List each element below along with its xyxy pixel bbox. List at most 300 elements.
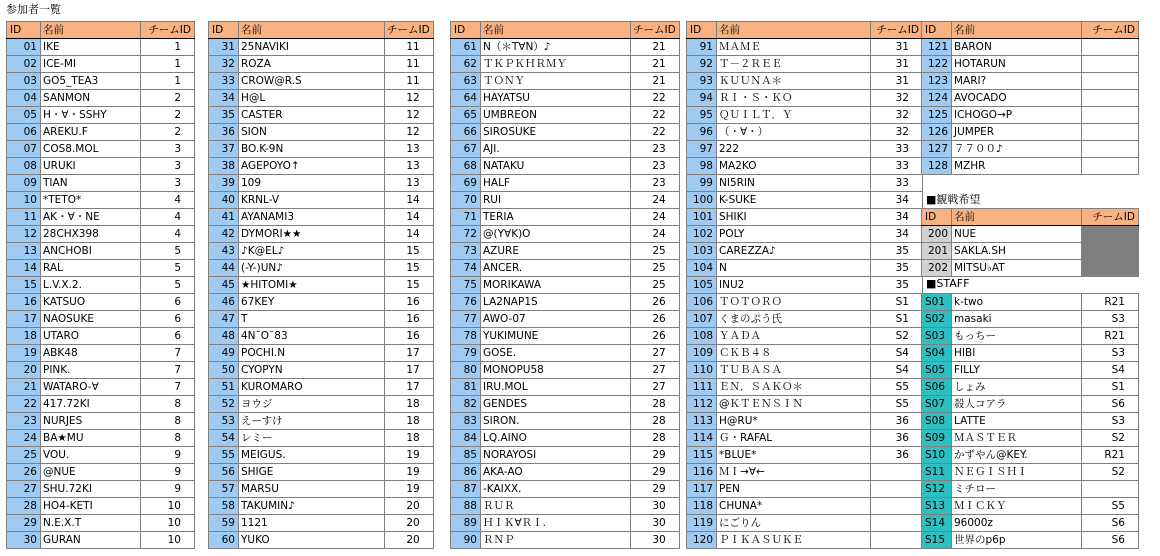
page-title: 参加者一覧 <box>6 3 61 16</box>
cell-id: 118 <box>687 498 717 515</box>
cell-team-id: 19 <box>385 464 434 481</box>
table-row <box>922 243 1139 260</box>
cell-id: 200 <box>922 226 952 243</box>
table-row <box>451 107 680 124</box>
table-row <box>7 175 195 192</box>
cell-name: HIBI <box>952 345 1082 362</box>
cell-team-id: 16 <box>385 311 434 328</box>
cell-team-id: 29 <box>631 447 680 464</box>
cell-id: 202 <box>922 260 952 277</box>
cell-name: N <box>717 260 871 277</box>
table-row <box>922 124 1139 141</box>
table-row <box>209 328 434 345</box>
cell-name: RAL <box>41 260 141 277</box>
cell-team-id: 14 <box>385 226 434 243</box>
cell-id: 102 <box>687 226 717 243</box>
cell-team-id: 2 <box>141 124 195 141</box>
cell-id: 100 <box>687 192 717 209</box>
cell-name: Ｇ・RAFAL <box>717 430 871 447</box>
cell-id: 98 <box>687 158 717 175</box>
cell-name: GOSE. <box>481 345 631 362</box>
cell-id: 97 <box>687 141 717 158</box>
cell-name: ANCER. <box>481 260 631 277</box>
cell-team-id: 20 <box>385 498 434 515</box>
table-row <box>451 243 680 260</box>
cell-id: 55 <box>209 447 239 464</box>
cell-id: 47 <box>209 311 239 328</box>
table-row <box>687 226 923 243</box>
cell-name: URUKI <box>41 158 141 175</box>
cell-id: 201 <box>922 243 952 260</box>
table-row <box>7 515 195 532</box>
table-row <box>7 209 195 226</box>
table-header-row <box>451 22 680 39</box>
cell-name: @NUE <box>41 464 141 481</box>
cell-team-id: 21 <box>631 39 680 56</box>
cell-name: ICHOGO→P <box>952 107 1082 124</box>
cell-name: にごりん <box>717 515 871 532</box>
cell-name: MARI? <box>952 73 1082 90</box>
cell-team-id: 15 <box>385 277 434 294</box>
spectators-title: ■観戦希望 <box>926 193 981 206</box>
cell-id: 38 <box>209 158 239 175</box>
cell-team-id: S1 <box>871 311 923 328</box>
cell-id: 43 <box>209 243 239 260</box>
cell-id: 33 <box>209 73 239 90</box>
cell-team-id <box>871 498 923 515</box>
cell-name: 殺人コアラ <box>952 396 1082 413</box>
cell-name: HALF <box>481 175 631 192</box>
cell-name: SION <box>239 124 385 141</box>
table-row <box>687 39 923 56</box>
cell-name: ＰＩＫＡＳＵＫＥ <box>717 532 871 549</box>
table-row <box>209 311 434 328</box>
cell-team-id: 29 <box>631 464 680 481</box>
table-row <box>922 56 1139 73</box>
cell-id: 119 <box>687 515 717 532</box>
cell-name: もっちー <box>952 328 1082 345</box>
cell-name: UMBREON <box>481 107 631 124</box>
cell-team-id: 25 <box>631 243 680 260</box>
table-header-row <box>7 22 195 39</box>
header-id: ID <box>922 209 952 226</box>
table-row <box>209 73 434 90</box>
cell-id: 91 <box>687 39 717 56</box>
cell-team-id: 5 <box>141 260 195 277</box>
cell-id: 41 <box>209 209 239 226</box>
cell-team-id: S2 <box>1082 464 1139 481</box>
table-row <box>7 277 195 294</box>
cell-id: 116 <box>687 464 717 481</box>
cell-team-id: 10 <box>141 498 195 515</box>
cell-name: ♪K@EL♪ <box>239 243 385 260</box>
cell-id: 11 <box>7 209 41 226</box>
table-header-row <box>922 209 1139 226</box>
cell-team-id: 4 <box>141 192 195 209</box>
cell-team-id <box>1082 39 1139 56</box>
table-row <box>451 515 680 532</box>
cell-team-id: 11 <box>385 39 434 56</box>
cell-name: k-two <box>952 294 1082 311</box>
table-row <box>451 175 680 192</box>
table-row <box>7 362 195 379</box>
table-row <box>451 226 680 243</box>
table-row <box>7 345 195 362</box>
cell-team-id: R21 <box>1082 294 1139 311</box>
cell-team-id: 30 <box>631 532 680 549</box>
cell-team-id: 31 <box>871 73 923 90</box>
cell-id: 124 <box>922 90 952 107</box>
table-row <box>7 379 195 396</box>
cell-team-id: 7 <box>141 362 195 379</box>
staff-table <box>921 293 1139 549</box>
cell-id: 87 <box>451 481 481 498</box>
cell-id: 16 <box>7 294 41 311</box>
cell-name: ＲＮＰ <box>481 532 631 549</box>
cell-team-id: 10 <box>141 515 195 532</box>
cell-name: MEIGUS. <box>239 447 385 464</box>
cell-id: 63 <box>451 73 481 90</box>
cell-id: 71 <box>451 209 481 226</box>
cell-team-id: 34 <box>871 226 923 243</box>
table-row <box>7 243 195 260</box>
cell-id: S12 <box>922 481 952 498</box>
cell-name: SAKLA.SH <box>952 243 1082 260</box>
cell-team-id <box>1082 107 1139 124</box>
cell-team-id: 13 <box>385 175 434 192</box>
table-row <box>922 311 1139 328</box>
cell-id: 95 <box>687 107 717 124</box>
cell-id: 56 <box>209 464 239 481</box>
cell-team-id: S6 <box>1082 396 1139 413</box>
table-row <box>922 294 1139 311</box>
table-row <box>7 90 195 107</box>
table-row <box>209 515 434 532</box>
table-row <box>451 430 680 447</box>
cell-id: 25 <box>7 447 41 464</box>
cell-id: 69 <box>451 175 481 192</box>
table-row <box>209 192 434 209</box>
cell-name: 96000z <box>952 515 1082 532</box>
cell-name: @ＫＴＥＮＳＩＮ <box>717 396 871 413</box>
participant-table-1 <box>6 21 195 549</box>
table-row <box>7 481 195 498</box>
cell-team-id: 30 <box>631 515 680 532</box>
table-row <box>209 226 434 243</box>
header-id: ID <box>209 22 239 39</box>
cell-id: 65 <box>451 107 481 124</box>
cell-team-id: 28 <box>631 396 680 413</box>
cell-id: 57 <box>209 481 239 498</box>
table-row <box>451 328 680 345</box>
cell-id: 83 <box>451 413 481 430</box>
cell-name: GENDES <box>481 396 631 413</box>
cell-team-id: 5 <box>141 277 195 294</box>
cell-name: NAOSUKE <box>41 311 141 328</box>
cell-team-id: 12 <box>385 124 434 141</box>
cell-team-id: 34 <box>871 192 923 209</box>
header-name: 名前 <box>481 22 631 39</box>
table-row <box>7 260 195 277</box>
table-row <box>922 464 1139 481</box>
cell-team-id: 27 <box>631 379 680 396</box>
cell-id: 108 <box>687 328 717 345</box>
cell-id: 84 <box>451 430 481 447</box>
cell-name: MARSU <box>239 481 385 498</box>
cell-team-id: 30 <box>631 498 680 515</box>
cell-id: 126 <box>922 124 952 141</box>
cell-team-id <box>871 464 923 481</box>
cell-name: しょみ <box>952 379 1082 396</box>
cell-id: 74 <box>451 260 481 277</box>
cell-team-id: 9 <box>141 481 195 498</box>
table-row <box>687 464 923 481</box>
cell-name: SANMON <box>41 90 141 107</box>
cell-team-id: 6 <box>141 311 195 328</box>
table-row <box>687 158 923 175</box>
table-row <box>451 464 680 481</box>
spectators-table <box>921 208 1139 277</box>
cell-team-id: 17 <box>385 362 434 379</box>
cell-team-id: S1 <box>1082 379 1139 396</box>
cell-id: 125 <box>922 107 952 124</box>
cell-team-id <box>1082 56 1139 73</box>
cell-team-id: S1 <box>871 294 923 311</box>
header-team-id: チームID <box>385 22 434 39</box>
table-row <box>687 447 923 464</box>
table-row <box>209 532 434 549</box>
cell-id: S03 <box>922 328 952 345</box>
cell-id: 17 <box>7 311 41 328</box>
cell-id: 101 <box>687 209 717 226</box>
table-row <box>451 39 680 56</box>
cell-name: 109 <box>239 175 385 192</box>
cell-name: GO5_TEA3 <box>41 73 141 90</box>
cell-id: 45 <box>209 277 239 294</box>
cell-id: 85 <box>451 447 481 464</box>
cell-team-id: 3 <box>141 158 195 175</box>
cell-name: LQ.AINO <box>481 430 631 447</box>
participant-table-4 <box>686 21 923 549</box>
cell-team-id <box>1082 226 1139 243</box>
cell-id: 68 <box>451 158 481 175</box>
table-row <box>922 90 1139 107</box>
cell-name: ＴＫＰＫＨＲＭＹ <box>481 56 631 73</box>
table-row <box>687 345 923 362</box>
cell-name: GURAN <box>41 532 141 549</box>
cell-team-id: 24 <box>631 226 680 243</box>
cell-name: N.E.X.T <box>41 515 141 532</box>
cell-team-id <box>1082 243 1139 260</box>
cell-team-id: 7 <box>141 345 195 362</box>
table-row <box>687 294 923 311</box>
table-row <box>451 362 680 379</box>
table-row <box>687 107 923 124</box>
cell-name: MA2KO <box>717 158 871 175</box>
cell-id: 21 <box>7 379 41 396</box>
table-header-row <box>209 22 434 39</box>
cell-team-id: S4 <box>1082 362 1139 379</box>
cell-id: 42 <box>209 226 239 243</box>
cell-id: S02 <box>922 311 952 328</box>
table-row <box>922 532 1139 549</box>
cell-id: 30 <box>7 532 41 549</box>
cell-id: 122 <box>922 56 952 73</box>
cell-team-id: S6 <box>1082 515 1139 532</box>
cell-team-id: 35 <box>871 277 923 294</box>
cell-name: BA★MU <box>41 430 141 447</box>
cell-id: 76 <box>451 294 481 311</box>
cell-name: BARON <box>952 39 1082 56</box>
cell-team-id: 6 <box>141 328 195 345</box>
header-id: ID <box>922 22 952 39</box>
cell-name: NATAKU <box>481 158 631 175</box>
cell-id: 70 <box>451 192 481 209</box>
cell-team-id: 36 <box>871 430 923 447</box>
header-team-id: チームID <box>631 22 680 39</box>
table-header-row <box>922 22 1139 39</box>
cell-name: HO4-KETI <box>41 498 141 515</box>
cell-name: AKA-AO <box>481 464 631 481</box>
table-row <box>687 141 923 158</box>
table-row <box>687 209 923 226</box>
table-row <box>7 39 195 56</box>
table-row <box>209 90 434 107</box>
table-row <box>209 464 434 481</box>
cell-team-id: 8 <box>141 413 195 430</box>
cell-id: 12 <box>7 226 41 243</box>
cell-id: 34 <box>209 90 239 107</box>
cell-team-id: 7 <box>141 379 195 396</box>
table-row <box>7 124 195 141</box>
cell-name: FILLY <box>952 362 1082 379</box>
table-row <box>209 362 434 379</box>
staff-title: ■STAFF <box>926 277 970 290</box>
cell-team-id: 1 <box>141 73 195 90</box>
cell-team-id: 26 <box>631 311 680 328</box>
cell-team-id: 8 <box>141 430 195 447</box>
table-row <box>687 532 923 549</box>
table-row <box>209 294 434 311</box>
cell-name: LA2NAP1S <box>481 294 631 311</box>
cell-name: えーすけ <box>239 413 385 430</box>
cell-name: SIRON. <box>481 413 631 430</box>
table-row <box>922 158 1139 175</box>
cell-name: -KAIXX. <box>481 481 631 498</box>
cell-id: 27 <box>7 481 41 498</box>
header-team-id: チームID <box>1082 209 1139 226</box>
cell-team-id: S5 <box>871 396 923 413</box>
table-row <box>451 73 680 90</box>
cell-id: 88 <box>451 498 481 515</box>
cell-name: KUROMARO <box>239 379 385 396</box>
cell-team-id <box>1082 481 1139 498</box>
cell-id: 06 <box>7 124 41 141</box>
cell-id: 82 <box>451 396 481 413</box>
cell-id: 117 <box>687 481 717 498</box>
cell-team-id <box>1082 158 1139 175</box>
cell-team-id: 22 <box>631 90 680 107</box>
cell-id: 46 <box>209 294 239 311</box>
cell-name: くまのぷう氏 <box>717 311 871 328</box>
cell-team-id <box>871 481 923 498</box>
cell-id: 92 <box>687 56 717 73</box>
cell-team-id: 27 <box>631 345 680 362</box>
cell-id: 07 <box>7 141 41 158</box>
cell-name: UTARO <box>41 328 141 345</box>
cell-id: S05 <box>922 362 952 379</box>
cell-id: 110 <box>687 362 717 379</box>
cell-team-id: 21 <box>631 56 680 73</box>
table-row <box>209 498 434 515</box>
cell-name: ＭＩ→∀← <box>717 464 871 481</box>
cell-name: PEN <box>717 481 871 498</box>
cell-id: S06 <box>922 379 952 396</box>
cell-id: 121 <box>922 39 952 56</box>
cell-id: 104 <box>687 260 717 277</box>
cell-id: 127 <box>922 141 952 158</box>
cell-name: ＴＵＢＡＳＡ <box>717 362 871 379</box>
cell-id: 14 <box>7 260 41 277</box>
cell-team-id: 10 <box>141 532 195 549</box>
cell-team-id: S6 <box>1082 532 1139 549</box>
cell-name: K-SUKE <box>717 192 871 209</box>
cell-id: 18 <box>7 328 41 345</box>
participant-table-3 <box>450 21 680 549</box>
cell-team-id: 22 <box>631 107 680 124</box>
header-team-id: チームID <box>141 22 195 39</box>
cell-id: 01 <box>7 39 41 56</box>
table-header-row <box>687 22 923 39</box>
cell-name: SHIKI <box>717 209 871 226</box>
header-id: ID <box>7 22 41 39</box>
cell-team-id: 8 <box>141 396 195 413</box>
cell-name: ＣＫＢ４８ <box>717 345 871 362</box>
table-row <box>451 192 680 209</box>
table-row <box>209 107 434 124</box>
table-row <box>7 226 195 243</box>
cell-name: SHIGE <box>239 464 385 481</box>
cell-name: JUMPER <box>952 124 1082 141</box>
participant-table-5 <box>921 21 1139 175</box>
table-row <box>209 430 434 447</box>
table-row <box>7 107 195 124</box>
table-row <box>922 413 1139 430</box>
cell-team-id: 24 <box>631 209 680 226</box>
cell-id: 99 <box>687 175 717 192</box>
table-row <box>922 396 1139 413</box>
cell-name: NI5RIN <box>717 175 871 192</box>
table-row <box>451 345 680 362</box>
table-row <box>451 396 680 413</box>
header-name: 名前 <box>239 22 385 39</box>
cell-name: NURJES <box>41 413 141 430</box>
cell-team-id: 31 <box>871 39 923 56</box>
cell-team-id: 15 <box>385 260 434 277</box>
cell-team-id: 25 <box>631 260 680 277</box>
cell-team-id: 23 <box>631 141 680 158</box>
cell-team-id: S3 <box>1082 311 1139 328</box>
cell-id: S07 <box>922 396 952 413</box>
table-row <box>687 362 923 379</box>
cell-team-id: 24 <box>631 192 680 209</box>
cell-team-id: 12 <box>385 107 434 124</box>
cell-name: ミチロー <box>952 481 1082 498</box>
cell-name: ７７００♪ <box>952 141 1082 158</box>
cell-name: HAYATSU <box>481 90 631 107</box>
table-row <box>687 515 923 532</box>
table-row <box>7 328 195 345</box>
